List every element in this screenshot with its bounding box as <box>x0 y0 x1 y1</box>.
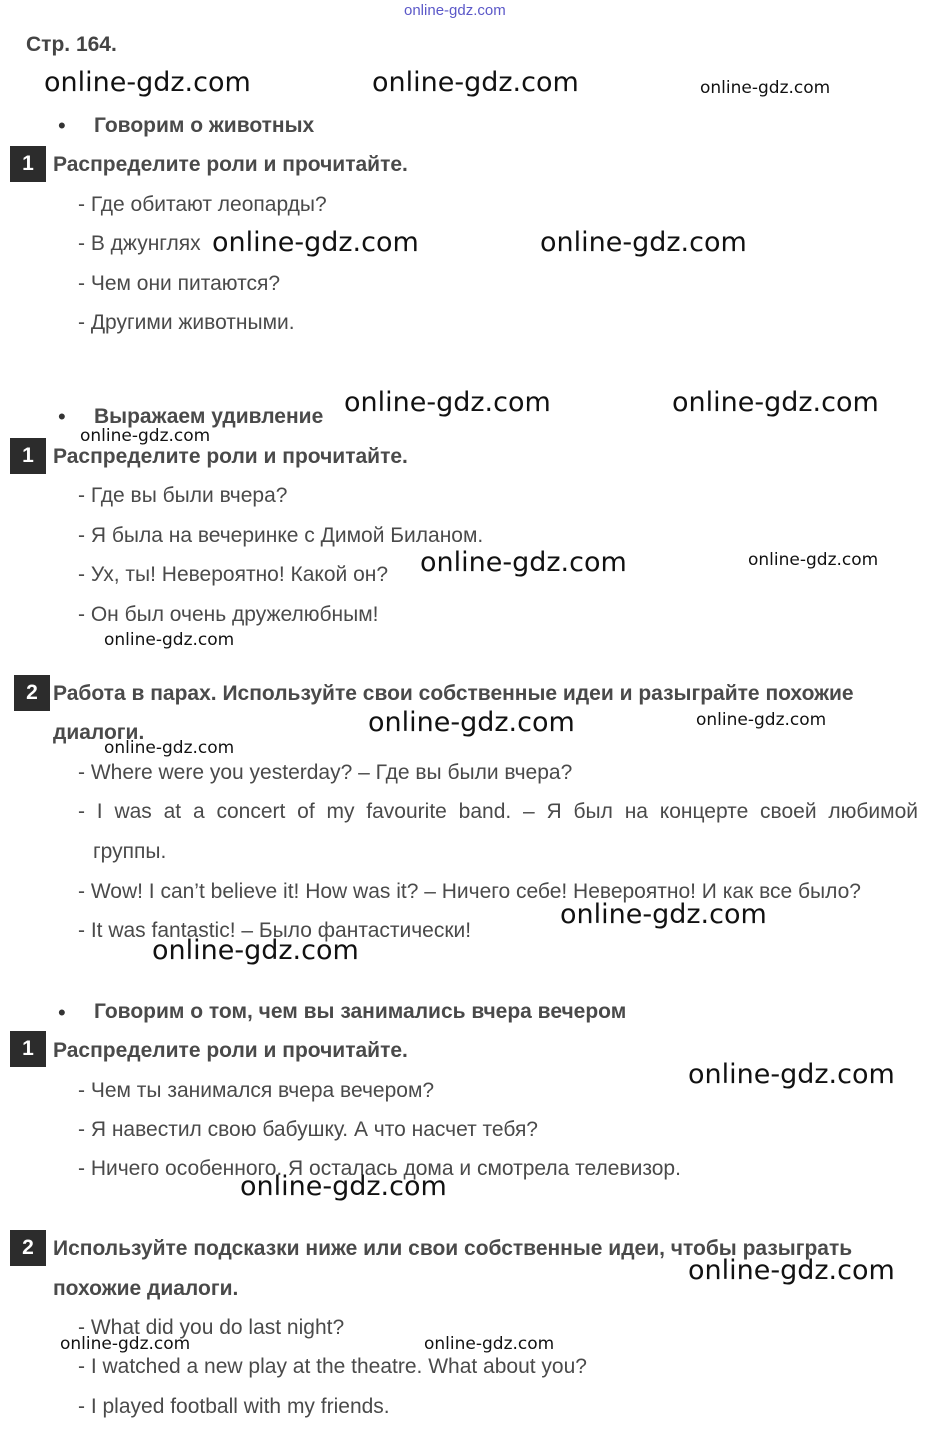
dialogue-line: - I was at a concert of my favourite band. – Я был на концерте своей любимой <box>78 800 918 823</box>
dialogue-line: - Другими животными. <box>78 311 295 334</box>
dialogue-line: - Где обитают леопарды? <box>78 193 327 216</box>
bullet-3: • <box>58 1000 66 1025</box>
dialogue-line: - Wow! I can’t believe it! How was it? – Ничего себе! Невероятно! И как все было? <box>78 880 861 903</box>
watermark: online-gdz.com <box>372 67 579 98</box>
task-number-badge: 2 <box>10 1230 46 1266</box>
task-number-badge: 2 <box>14 675 50 711</box>
dialogue-line: - Я навестил свою бабушку. А что насчет тебя? <box>78 1118 538 1141</box>
dialogue-line: - Чем ты занимался вчера вечером? <box>78 1079 435 1102</box>
dialogue-line: - Ух, ты! Невероятно! Какой он? <box>78 563 389 586</box>
section-3-topic: Говорим о том, чем вы занимались вчера вечером <box>94 1000 627 1023</box>
dialogue-line-continuation: группы. <box>93 840 167 863</box>
dialogue-line: - Чем они питаются? <box>78 272 281 295</box>
dialogue-line: - Где вы были вчера? <box>78 484 288 507</box>
watermark: online-gdz.com <box>696 710 827 730</box>
task-title: Распределите роли и прочитайте. <box>53 153 408 176</box>
task-number-badge: 1 <box>10 1031 46 1067</box>
dialogue-line: - I watched a new play at the theatre. What about you? <box>78 1355 587 1378</box>
task-title-line-2: диалоги. <box>53 721 145 744</box>
task-number-badge: 1 <box>10 146 46 182</box>
task-title-line-1: Работа в парах. Используйте свои собственные идеи и разыграйте похожие <box>53 682 854 705</box>
section-1-topic: Говорим о животных <box>94 114 315 137</box>
top-watermark: online-gdz.com <box>404 2 506 19</box>
watermark: online-gdz.com <box>60 1334 191 1354</box>
watermark: online-gdz.com <box>240 1171 447 1202</box>
dialogue-line: - Where were you yesterday? – Где вы были вчера? <box>78 761 573 784</box>
watermark: online-gdz.com <box>368 707 575 738</box>
watermark: online-gdz.com <box>104 738 235 758</box>
task-title: Распределите роли и прочитайте. <box>53 445 408 468</box>
watermark: online-gdz.com <box>44 67 251 98</box>
dialogue-line: - В джунглях <box>78 232 201 255</box>
watermark: online-gdz.com <box>212 227 419 258</box>
watermark: online-gdz.com <box>104 630 235 650</box>
dialogue-line: - Он был очень дружелюбным! <box>78 603 379 626</box>
task-number-badge: 1 <box>10 438 46 474</box>
task-title: Распределите роли и прочитайте. <box>53 1039 408 1062</box>
bullet-1: • <box>58 113 66 138</box>
dialogue-line: - Ничего особенного. Я осталась дома и смотрела телевизор. <box>78 1157 681 1180</box>
page-reference: Стр. 164. <box>26 33 117 56</box>
watermark: online-gdz.com <box>688 1255 895 1286</box>
watermark: online-gdz.com <box>700 78 831 98</box>
watermark: online-gdz.com <box>152 935 359 966</box>
section-2-topic: Выражаем удивление <box>94 405 324 428</box>
bullet-2: • <box>58 404 66 429</box>
task-title-line-2: похожие диалоги. <box>53 1277 239 1300</box>
dialogue-line: - What did you do last night? <box>78 1316 345 1339</box>
watermark: online-gdz.com <box>672 387 879 418</box>
watermark: online-gdz.com <box>424 1334 555 1354</box>
dialogue-line: - Я была на вечеринке с Димой Биланом. <box>78 524 484 547</box>
dialogue-line: - It was fantastic! – Было фантастически! <box>78 919 472 942</box>
watermark: online-gdz.com <box>688 1059 895 1090</box>
watermark: online-gdz.com <box>344 387 551 418</box>
watermark: online-gdz.com <box>80 426 211 446</box>
task-title-line-1: Используйте подсказки ниже или свои собственные идеи, чтобы разыграть <box>53 1237 853 1260</box>
watermark: online-gdz.com <box>420 547 627 578</box>
watermark: online-gdz.com <box>540 227 747 258</box>
watermark: online-gdz.com <box>560 899 767 930</box>
watermark: online-gdz.com <box>748 550 879 570</box>
dialogue-line: - I played football with my friends. <box>78 1395 390 1418</box>
